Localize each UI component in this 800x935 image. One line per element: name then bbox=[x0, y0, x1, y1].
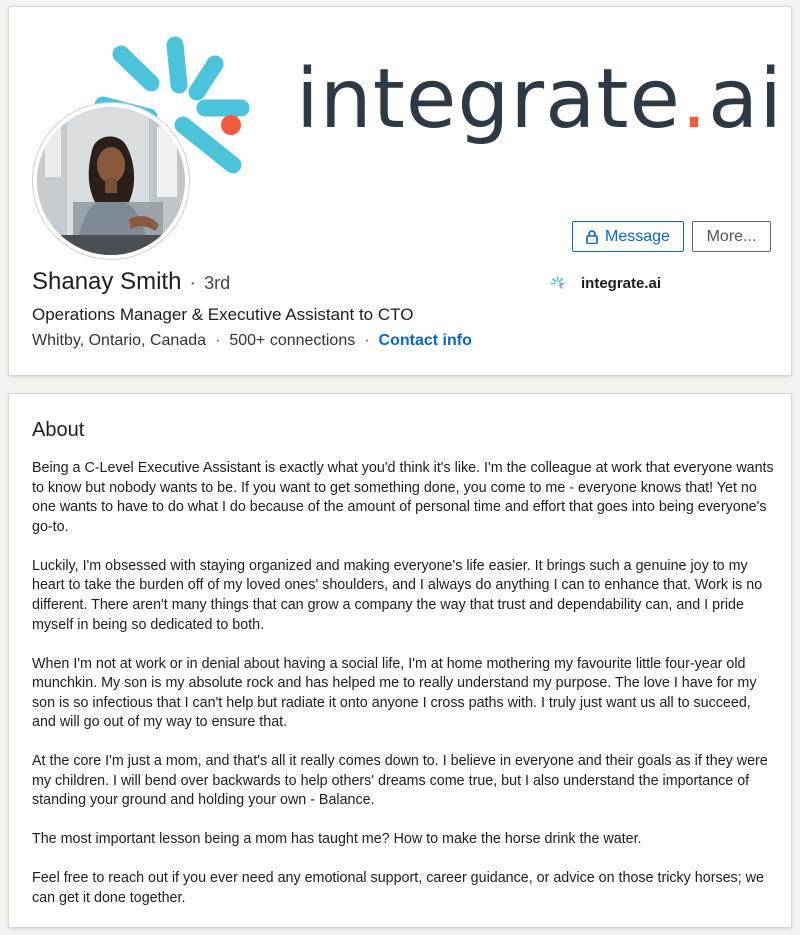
about-body bbox=[32, 459, 777, 928]
wordmark-text: integrate bbox=[296, 52, 681, 147]
connections-count[interactable]: 500+ connections bbox=[229, 332, 356, 349]
degree-separator: · bbox=[189, 272, 197, 294]
profile-location: Whitby, Ontario, Canada bbox=[32, 332, 207, 349]
lock-icon bbox=[586, 230, 598, 244]
meta-separator: · bbox=[364, 332, 370, 349]
about-paragraph: Luckily, I'm obsessed with staying organized and making everyone's life easier. It brings such a genuine joy to my heart to take the burden off of my loved ones' shoulders, and I always do anything I can to enhance that. Work is no different. There aren't many things that can grow a company the way that trust and dependability can, and I pride myself in being so dedicated to both. bbox=[32, 557, 763, 633]
banner-wordmark bbox=[296, 52, 784, 147]
message-button[interactable] bbox=[572, 221, 684, 252]
more-button[interactable] bbox=[692, 221, 771, 252]
message-button-label: Message bbox=[605, 227, 670, 245]
profile-top-card bbox=[8, 6, 792, 376]
profile-meta bbox=[32, 332, 472, 350]
profile-photo-icon bbox=[37, 107, 185, 255]
about-paragraph: When I'm not at work or in denial about having a social life, I'm at home mothering my favourite little four-year old munchkin. My son is my absolute rock and has helped me to really understand my purpose. The love I have for my son is so infectious that I can't help but radiate it onto anyone I cross paths with. I truly just want us all to succeed, and will go out of my way to ensure that. bbox=[32, 655, 757, 731]
connection-degree: 3rd bbox=[204, 273, 231, 293]
about-card bbox=[8, 393, 792, 928]
about-paragraph: Feel free to reach out if you ever need any emotional support, career guidance, or advice on those tricky horses; we can get it done together. bbox=[32, 870, 764, 907]
avatar[interactable] bbox=[33, 103, 189, 259]
integrate-logo-icon bbox=[549, 275, 566, 292]
about-paragraph: The most important lesson being a mom has taught me? How to make the horse drink the water. bbox=[32, 831, 642, 848]
about-paragraph: At the core I'm just a mom, and that's all it really comes down to. I believe in everyone and their goals as if they were my children. I will bend over backwards to help others' dreams come true, but I also understand the importance of standing your ground and holding your own - Balance. bbox=[32, 753, 768, 809]
about-paragraph: Being a C-Level Executive Assistant is exactly what you'd think it's like. I'm the colleague at work that everyone wants to know but nobody wants to be. If you want to get something done, you come to me - everyone knows that! Yet no one wants to have to do what I do because of the amount of personal time and effort that goes into being everyone's go-to. bbox=[32, 460, 774, 535]
contact-info-link[interactable]: Contact info bbox=[378, 332, 472, 349]
profile-headline: Operations Manager & Executive Assistant to CTO bbox=[32, 305, 414, 324]
current-company[interactable] bbox=[549, 275, 661, 292]
wordmark-suffix: ai bbox=[708, 52, 784, 147]
wordmark-dot: . bbox=[680, 52, 709, 147]
name-row bbox=[32, 268, 230, 296]
company-name: integrate.ai bbox=[581, 275, 662, 292]
meta-separator: · bbox=[215, 332, 221, 349]
about-title: About bbox=[32, 419, 85, 441]
profile-name: Shanay Smith bbox=[32, 268, 182, 295]
more-button-label: More... bbox=[706, 227, 757, 245]
